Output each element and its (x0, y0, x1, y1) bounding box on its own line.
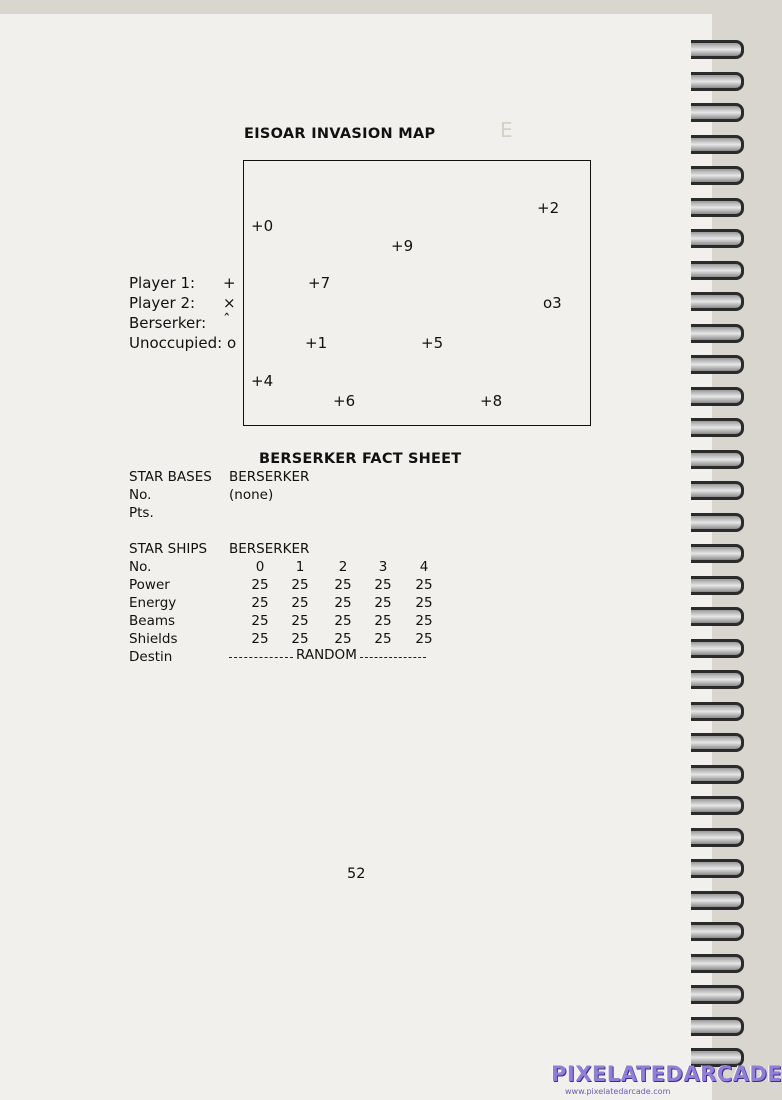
spiral-coil (691, 450, 744, 469)
beams-value: 25 (291, 613, 309, 629)
energy-value: 25 (415, 595, 433, 611)
legend-label-player2: Player 2: (129, 294, 196, 312)
star-2: +2 (537, 199, 560, 217)
star-4: +4 (251, 372, 274, 390)
spiral-coil (691, 670, 744, 689)
star-0: +0 (251, 217, 274, 235)
spiral-coil (691, 481, 744, 500)
row-label-beams: Beams (129, 613, 176, 629)
star-9: +9 (391, 237, 414, 255)
spiral-coil (691, 639, 744, 658)
shields-value: 25 (374, 631, 392, 647)
spiral-coil (691, 544, 744, 563)
ship-number: 2 (338, 559, 348, 575)
destin-random: RANDOM (296, 647, 357, 663)
star-bases-no-value: (none) (229, 487, 274, 503)
watermark-logo: PIXELATEDARCADE (551, 1062, 782, 1086)
row-label-energy: Energy (129, 595, 177, 611)
beams-value: 25 (251, 613, 269, 629)
star-bases-heading: STAR BASES (129, 469, 212, 485)
star-3: o3 (543, 294, 562, 312)
shields-value: 25 (415, 631, 433, 647)
spiral-coil (691, 576, 744, 595)
spiral-coil (691, 796, 744, 815)
star-bases-no-label: No. (129, 487, 152, 503)
row-label-power: Power (129, 577, 170, 593)
spiral-coil (691, 985, 744, 1004)
spiral-coil (691, 166, 744, 185)
spiral-coil (691, 355, 744, 374)
ship-number: 1 (295, 559, 305, 575)
spiral-coil (691, 702, 744, 721)
star-bases-pts-label: Pts. (129, 505, 154, 521)
star-ships-heading: STAR SHIPS (129, 541, 208, 557)
beams-value: 25 (334, 613, 352, 629)
legend-symbol-player2: × (223, 294, 236, 312)
spiral-coil (691, 103, 744, 122)
star-5: +5 (421, 334, 444, 352)
energy-value: 25 (291, 595, 309, 611)
shields-value: 25 (334, 631, 352, 647)
star-7: +7 (308, 274, 331, 292)
star-bases-column: BERSERKER (229, 469, 310, 485)
legend-symbol-player1: + (223, 274, 236, 292)
watermark-url: www.pixelatedarcade.com (565, 1087, 671, 1096)
power-value: 25 (291, 577, 309, 593)
spiral-coil (691, 733, 744, 752)
star-8: +8 (480, 392, 503, 410)
spiral-coil (691, 229, 744, 248)
spiral-coil (691, 292, 744, 311)
legend-symbol-unoccupied: o (227, 334, 237, 352)
spiral-coil (691, 1017, 744, 1036)
spiral-coil (691, 198, 744, 217)
beams-value: 25 (415, 613, 433, 629)
ship-number: 0 (255, 559, 265, 575)
star-ships-column: BERSERKER (229, 541, 310, 557)
fact-sheet-title: BERSERKER FACT SHEET (259, 451, 462, 467)
dash-rule-right (360, 657, 426, 658)
power-value: 25 (334, 577, 352, 593)
energy-value: 25 (374, 595, 392, 611)
spiral-coil (691, 828, 744, 847)
spiral-coil (691, 513, 744, 532)
spiral-coil (691, 40, 744, 59)
spiral-coil (691, 891, 744, 910)
page-number: 52 (347, 866, 366, 882)
spiral-coil (691, 72, 744, 91)
power-value: 25 (374, 577, 392, 593)
spiral-coil (691, 859, 744, 878)
spiral-coil (691, 922, 744, 941)
ship-number-label: No. (129, 559, 152, 575)
star-6: +6 (333, 392, 356, 410)
spiral-coil (691, 954, 744, 973)
row-label-destin: Destin (129, 649, 173, 665)
spiral-coil (691, 607, 744, 626)
energy-value: 25 (334, 595, 352, 611)
energy-value: 25 (251, 595, 269, 611)
legend-label-player1: Player 1: (129, 274, 196, 292)
shields-value: 25 (251, 631, 269, 647)
ship-number: 4 (419, 559, 429, 575)
spiral-coil (691, 387, 744, 406)
shields-value: 25 (291, 631, 309, 647)
map-title: EISOAR INVASION MAP (244, 126, 436, 142)
power-value: 25 (251, 577, 269, 593)
destin-value (229, 649, 426, 663)
legend-label-berserker: Berserker: (129, 314, 207, 332)
beams-value: 25 (374, 613, 392, 629)
spiral-coil (691, 418, 744, 437)
dash-rule-left (229, 657, 293, 658)
spiral-binding (690, 0, 750, 1100)
legend-label-unoccupied: Unoccupied: (129, 334, 223, 352)
spiral-coil (691, 261, 744, 280)
row-label-shields: Shields (129, 631, 178, 647)
spiral-coil (691, 324, 744, 343)
spiral-coil (691, 765, 744, 784)
power-value: 25 (415, 577, 433, 593)
legend-symbol-berserker: ˆ (223, 311, 231, 329)
star-1: +1 (305, 334, 328, 352)
ship-number: 3 (378, 559, 388, 575)
spiral-coil (691, 135, 744, 154)
